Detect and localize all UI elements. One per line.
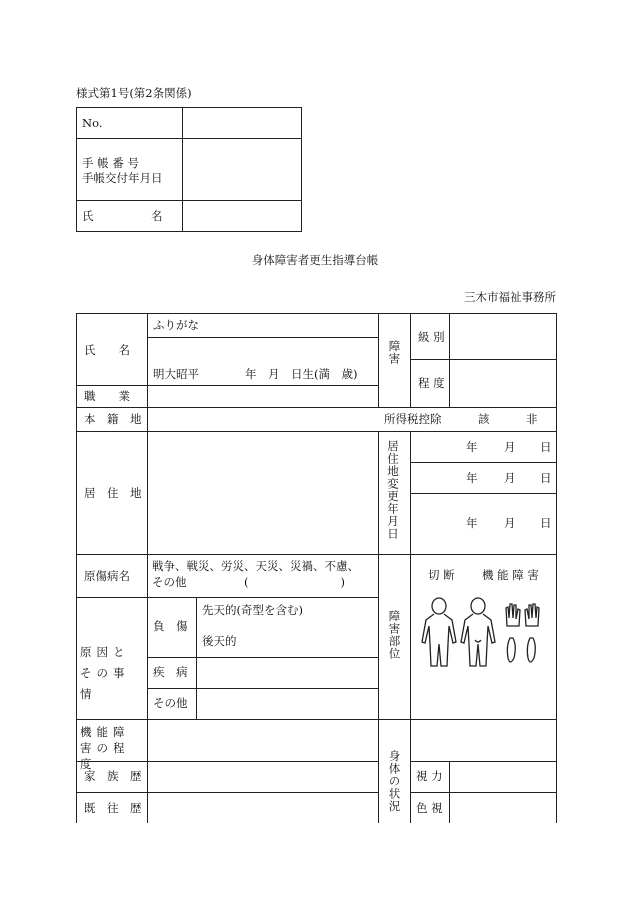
issue-date-label: 手帳交付年月日 (82, 171, 163, 185)
no-label: No. (82, 116, 103, 130)
disability-site-label: 障害部位 (387, 610, 402, 660)
residence-change-label: 居住地変更年月日 (386, 440, 400, 540)
body-outline-icon (418, 596, 550, 670)
tax-applicable: 該 (478, 412, 490, 426)
cause-disease-line1: 戦争、戦災、労災、天災、災禍、不慮、 (152, 559, 359, 573)
id-name-label: 氏 名 (82, 209, 163, 223)
color-vision-label: 色 視 (416, 801, 443, 815)
congenital-label: 先天的(奇型を含む) (202, 603, 303, 617)
residence-label: 居 住 地 (84, 486, 142, 500)
vision-label: 視 力 (416, 769, 443, 783)
occupation-label: 職 業 (84, 389, 130, 403)
honseki-label: 本 籍 地 (84, 412, 142, 426)
techo-number-label: 手 帳 番 号 (82, 156, 139, 170)
disability-label: 障害 (387, 340, 402, 365)
physical-condition-label: 身体の状況 (387, 750, 402, 813)
function-degree-label: 機能障害の程度 (80, 725, 130, 771)
family-history-label: 家 族 歴 (84, 769, 142, 783)
birth-date-line: 明大昭平 年 月 日生(満 歳) (153, 367, 358, 381)
tax-deduction-label: 所得税控除 (384, 412, 442, 426)
grade-label: 級 別 (418, 330, 445, 344)
degree-label: 程 度 (418, 376, 445, 390)
cause-circumstance-label: 原因とその事情 (80, 645, 130, 701)
injury-label: 負 傷 (153, 619, 188, 633)
furigana-label: ふりがな (153, 318, 199, 332)
name-label: 氏 名 (84, 343, 130, 357)
body-figure-diagram (418, 596, 550, 670)
past-history-label: 既 往 歴 (84, 801, 142, 815)
amputation-label: 切 断 (428, 568, 455, 582)
office-name: 三木市福祉事務所 (464, 290, 556, 304)
acquired-label: 後天的 (202, 634, 237, 648)
tax-not-applicable: 非 (526, 412, 538, 426)
illness-label: 疾 病 (153, 665, 188, 679)
cause-disease-line2: その他 ( ) (152, 575, 345, 589)
cause-disease-label: 原傷病名 (84, 569, 130, 583)
form-number: 様式第1号(第2条関係) (76, 86, 192, 100)
functional-disorder-label: 機 能 障 害 (482, 568, 539, 582)
other-label: その他 (153, 696, 188, 710)
doc-title: 身体障害者更生指導台帳 (251, 253, 379, 267)
